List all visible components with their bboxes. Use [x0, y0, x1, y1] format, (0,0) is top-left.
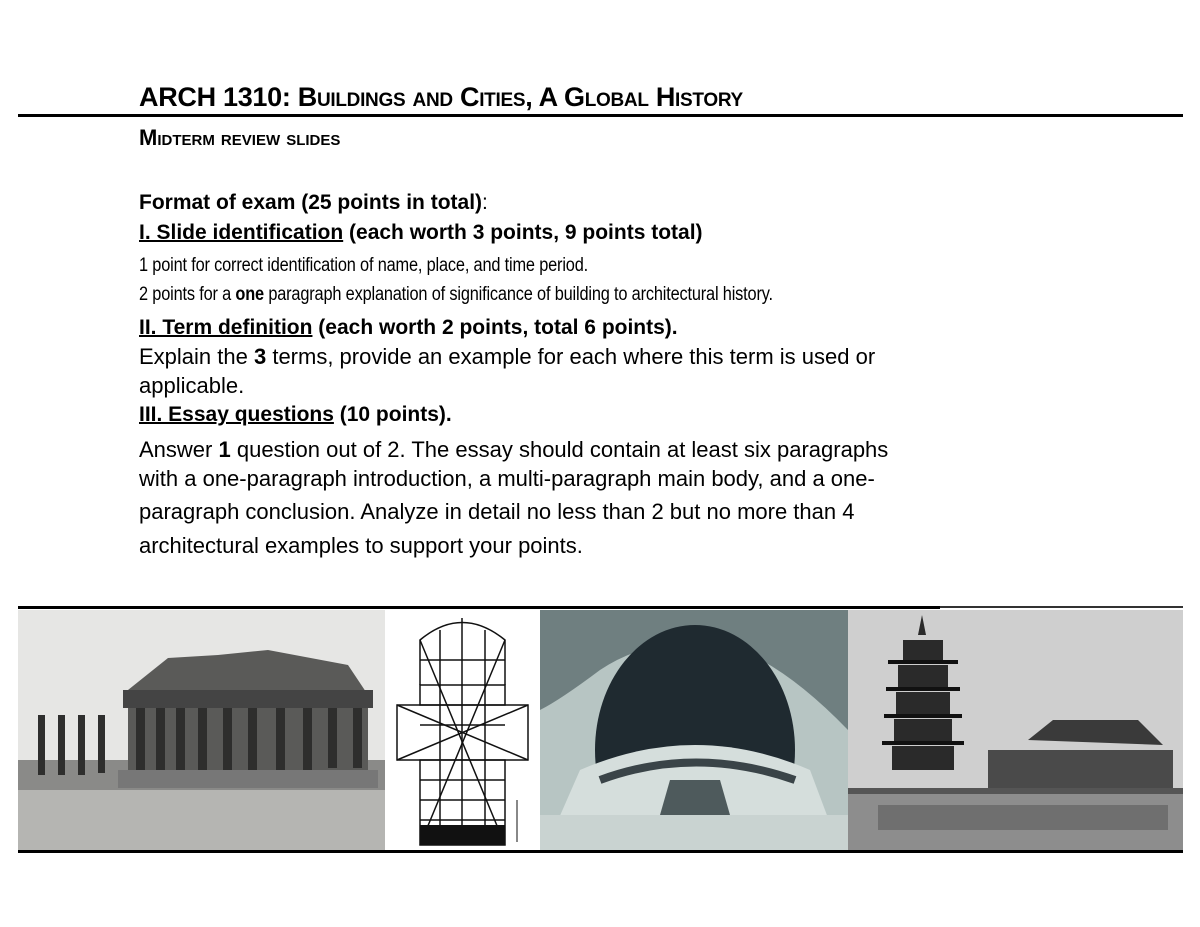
term-line-1: Explain the 3 terms, provide an example for each where this term is used or	[139, 344, 876, 369]
section-term-definition: II. Term definition (each worth 2 points, total 6 points).	[139, 316, 678, 339]
essay-line-4: architectural examples to support your points.	[139, 533, 583, 558]
chinese-pagoda-photo	[848, 610, 1183, 850]
image-strip-bottom-border	[18, 850, 1183, 853]
document-subtitle: Midterm review slides	[139, 125, 341, 150]
title-divider	[18, 114, 1183, 117]
spherical-monument-drawing	[540, 610, 848, 850]
section-essay-questions: III. Essay questions (10 points).	[139, 403, 452, 426]
document-title: ARCH 1310: Buildings and Cities, A Global History	[139, 82, 743, 112]
essay-line-3: paragraph conclusion. Analyze in detail no less than 2 but no more than 4	[139, 499, 855, 524]
greek-temple-ruins-photo	[18, 610, 385, 850]
image-strip-top-border-right	[940, 606, 1183, 608]
slide-line-2: 2 points for a one paragraph explanation of significance of building to architectural history.	[139, 284, 773, 305]
cathedral-floor-plan	[385, 610, 540, 850]
term-line-2: applicable.	[139, 373, 245, 398]
exam-format-heading: Format of exam (25 points in total):	[139, 191, 488, 214]
slide-line-1: 1 point for correct identification of name, place, and time period.	[139, 255, 588, 276]
section-slide-identification: I. Slide identification (each worth 3 points, 9 points total)	[139, 221, 703, 244]
essay-line-2: with a one-paragraph introduction, a multi-paragraph main body, and a one-	[139, 466, 875, 491]
essay-line-1: Answer 1 question out of 2. The essay should contain at least six paragraphs	[139, 437, 889, 462]
image-strip-top-border	[18, 606, 940, 609]
